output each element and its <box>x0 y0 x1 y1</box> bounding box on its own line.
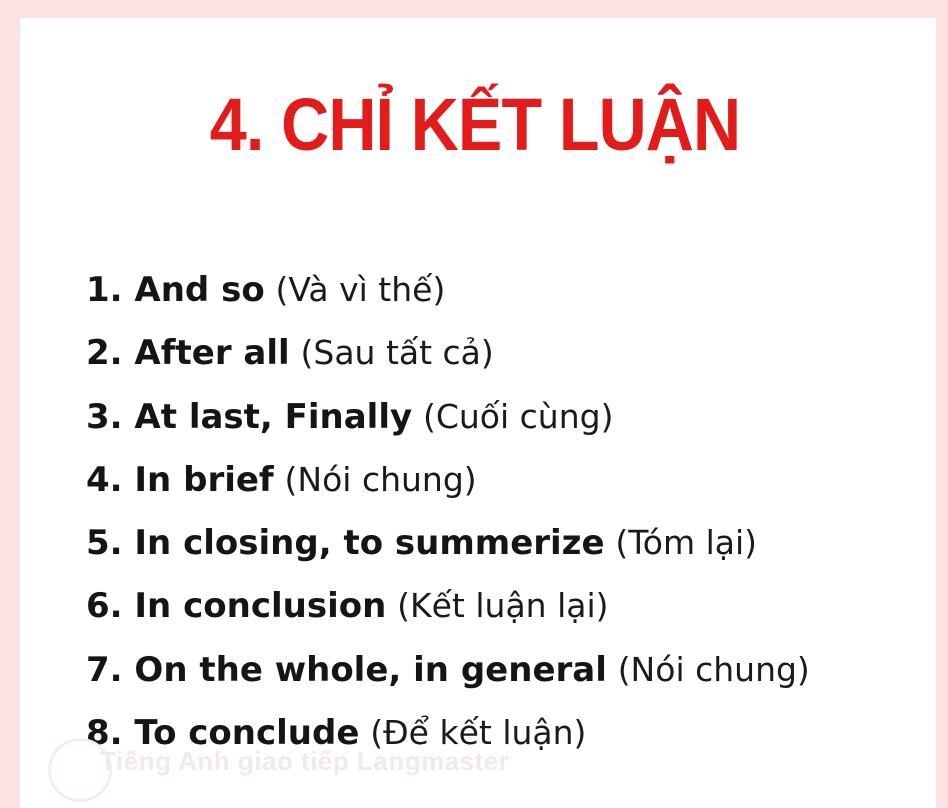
phrase-english: 1. And so <box>86 270 265 310</box>
phrase-vietnamese: (Kết luận lại) <box>397 586 609 626</box>
list-item <box>86 455 810 518</box>
watermark-text: Tiếng Anh giao tiếp Langmaster <box>100 746 510 776</box>
phrase-english: 2. After all <box>86 333 290 374</box>
phrase-vietnamese: (Nói chung) <box>617 649 810 689</box>
content-card <box>20 18 936 808</box>
phrase-english: 3. At last, Finally <box>86 396 413 437</box>
phrase-english: 6. In conclusion <box>86 586 387 627</box>
phrase-english: 5. In closing, to summerize <box>86 523 605 564</box>
phrase-vietnamese: (Để kết luận) <box>370 713 587 753</box>
list-item <box>86 328 810 391</box>
phrase-list <box>86 265 810 771</box>
phrase-vietnamese: (Sau tất cả) <box>300 333 494 373</box>
list-item <box>86 518 810 581</box>
phrase-vietnamese: (Cuối cùng) <box>422 396 614 436</box>
list-item <box>86 392 810 455</box>
list-item <box>86 265 810 328</box>
page-title: 4. CHỈ KẾT LUẬN <box>209 83 741 166</box>
phrase-vietnamese: (Tóm lại) <box>615 523 758 563</box>
phrase-english: 7. On the whole, in general <box>86 649 607 690</box>
list-item <box>86 645 810 708</box>
phrase-english: 4. In brief <box>86 459 274 500</box>
phrase-vietnamese: (Và vì thế) <box>275 270 446 309</box>
phrase-english: 8. To conclude <box>86 713 360 754</box>
phrase-vietnamese: (Nói chung) <box>284 459 477 499</box>
list-item <box>86 581 810 644</box>
